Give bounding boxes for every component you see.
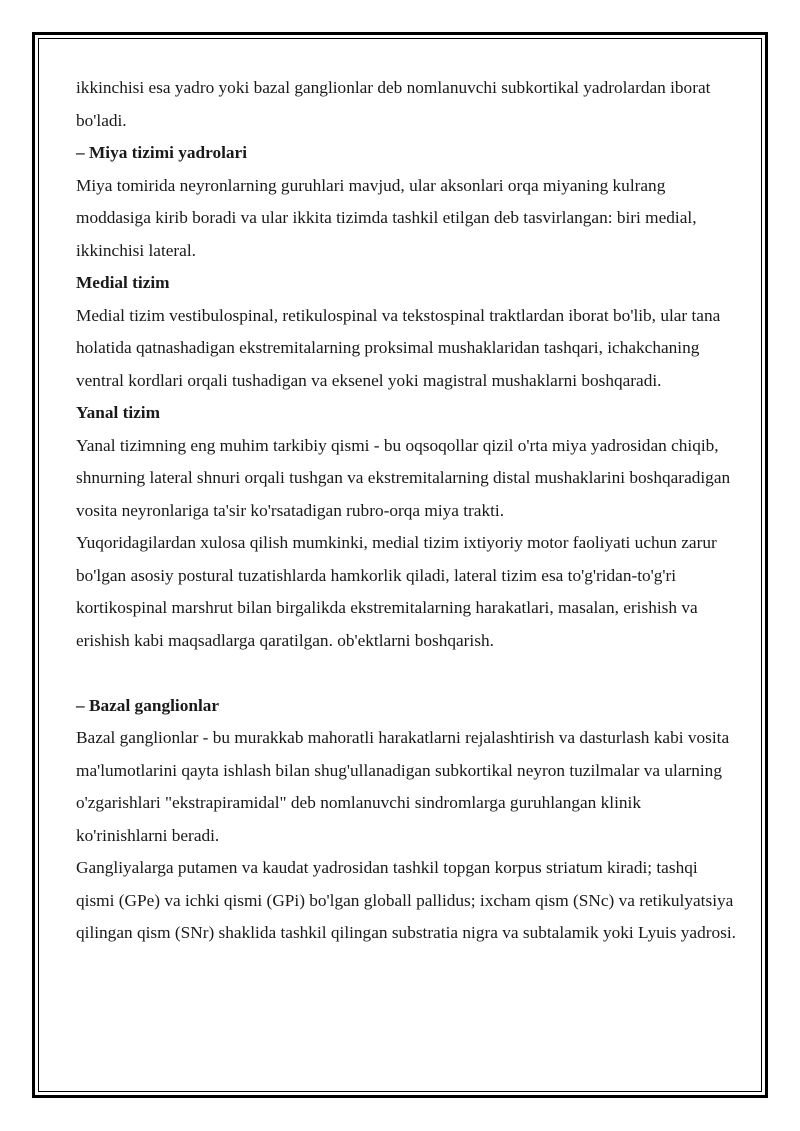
heading-brainstem-nuclei: – Miya tizimi yadrolari [76, 143, 248, 162]
paragraph-intro-continuation: ikkinchisi esa yadro yoki bazal ganglionlar deb nomlanuvchi subkortikal yadrolardan iborat bo'ladi. [76, 78, 711, 130]
paragraph-medial-system: Medial tizim vestibulospinal, retikulospinal va tekstospinal traktlardan iborat bo'lib, ular tana holatida qatnashadigan ekstremitalarning proksimal mushaklaridan tashqari, ichakchaning ventral kordlari orqali tushadigan va eksenel yoki magistral mushaklarni boshqaradi. [76, 305, 721, 390]
blank-line [76, 657, 736, 690]
paragraph-ganglia-components: Gangliyalarga putamen va kaudat yadrosidan tashkil topgan korpus striatum kiradi; tashqi qismi (GPe) va ichki qismi (GPi) bo'lgan globall pallidus; ixcham qism (SNc) va retikulyatsiya qilingan qism (SNr) shaklida tashkil qilingan substratia nigra va subtalamik yoki Lyuis yadrosi. [76, 858, 736, 942]
paragraph-lateral-system: Yanal tizimning eng muhim tarkibiy qismi - bu oqsoqollar qizil o'rta miya yadrosidan chiqib, shnurning lateral shnuri orqali tushgan va ekstremitalarning distal mushaklarini boshqaradigan vosita neyronlariga ta'sir ko'rsatadigan rubro-orqa miya trakti. [76, 435, 731, 520]
document-body [76, 72, 736, 950]
paragraph-brainstem-nuclei: Miya tomirida neyronlarning guruhlari mavjud, ular aksonlari orqa miyaning kulrang moddasiga kirib boradi va ular ikkita tizimda tashkil etilgan deb tasvirlangan: biri medial, ikkinchisi lateral. [76, 175, 697, 260]
paragraph-basal-ganglia: Bazal ganglionlar - bu murakkab mahoratli harakatlarni rejalashtirish va dasturlash kabi vosita ma'lumotlarini qayta ishlash bilan shug'ullanadigan subkortikal neyron tuzilmalar va ularning o'zgarishlari "ekstrapiramidal" deb nomlanuvchi sindromlarga guruhlangan klinik ko'rinishlarni beradi. [76, 728, 730, 845]
heading-lateral-system: Yanal tizim [76, 403, 161, 422]
heading-basal-ganglia: – Bazal ganglionlar [76, 695, 220, 715]
heading-medial-system: Medial tizim [76, 273, 170, 292]
paragraph-conclusion: Yuqoridagilardan xulosa qilish mumkinki, medial tizim ixtiyoriy motor faoliyati uchun zarur bo'lgan asosiy postural tuzatishlarda hamkorlik qiladi, lateral tizim esa to'g'ridan-to'g'ri kortikospinal marshrut bilan birgalikda ekstremitalarning harakatlari, masalan, erishish va erishish kabi maqsadlarga qaratilgan. ob'ektlarni boshqarish. [76, 533, 717, 650]
